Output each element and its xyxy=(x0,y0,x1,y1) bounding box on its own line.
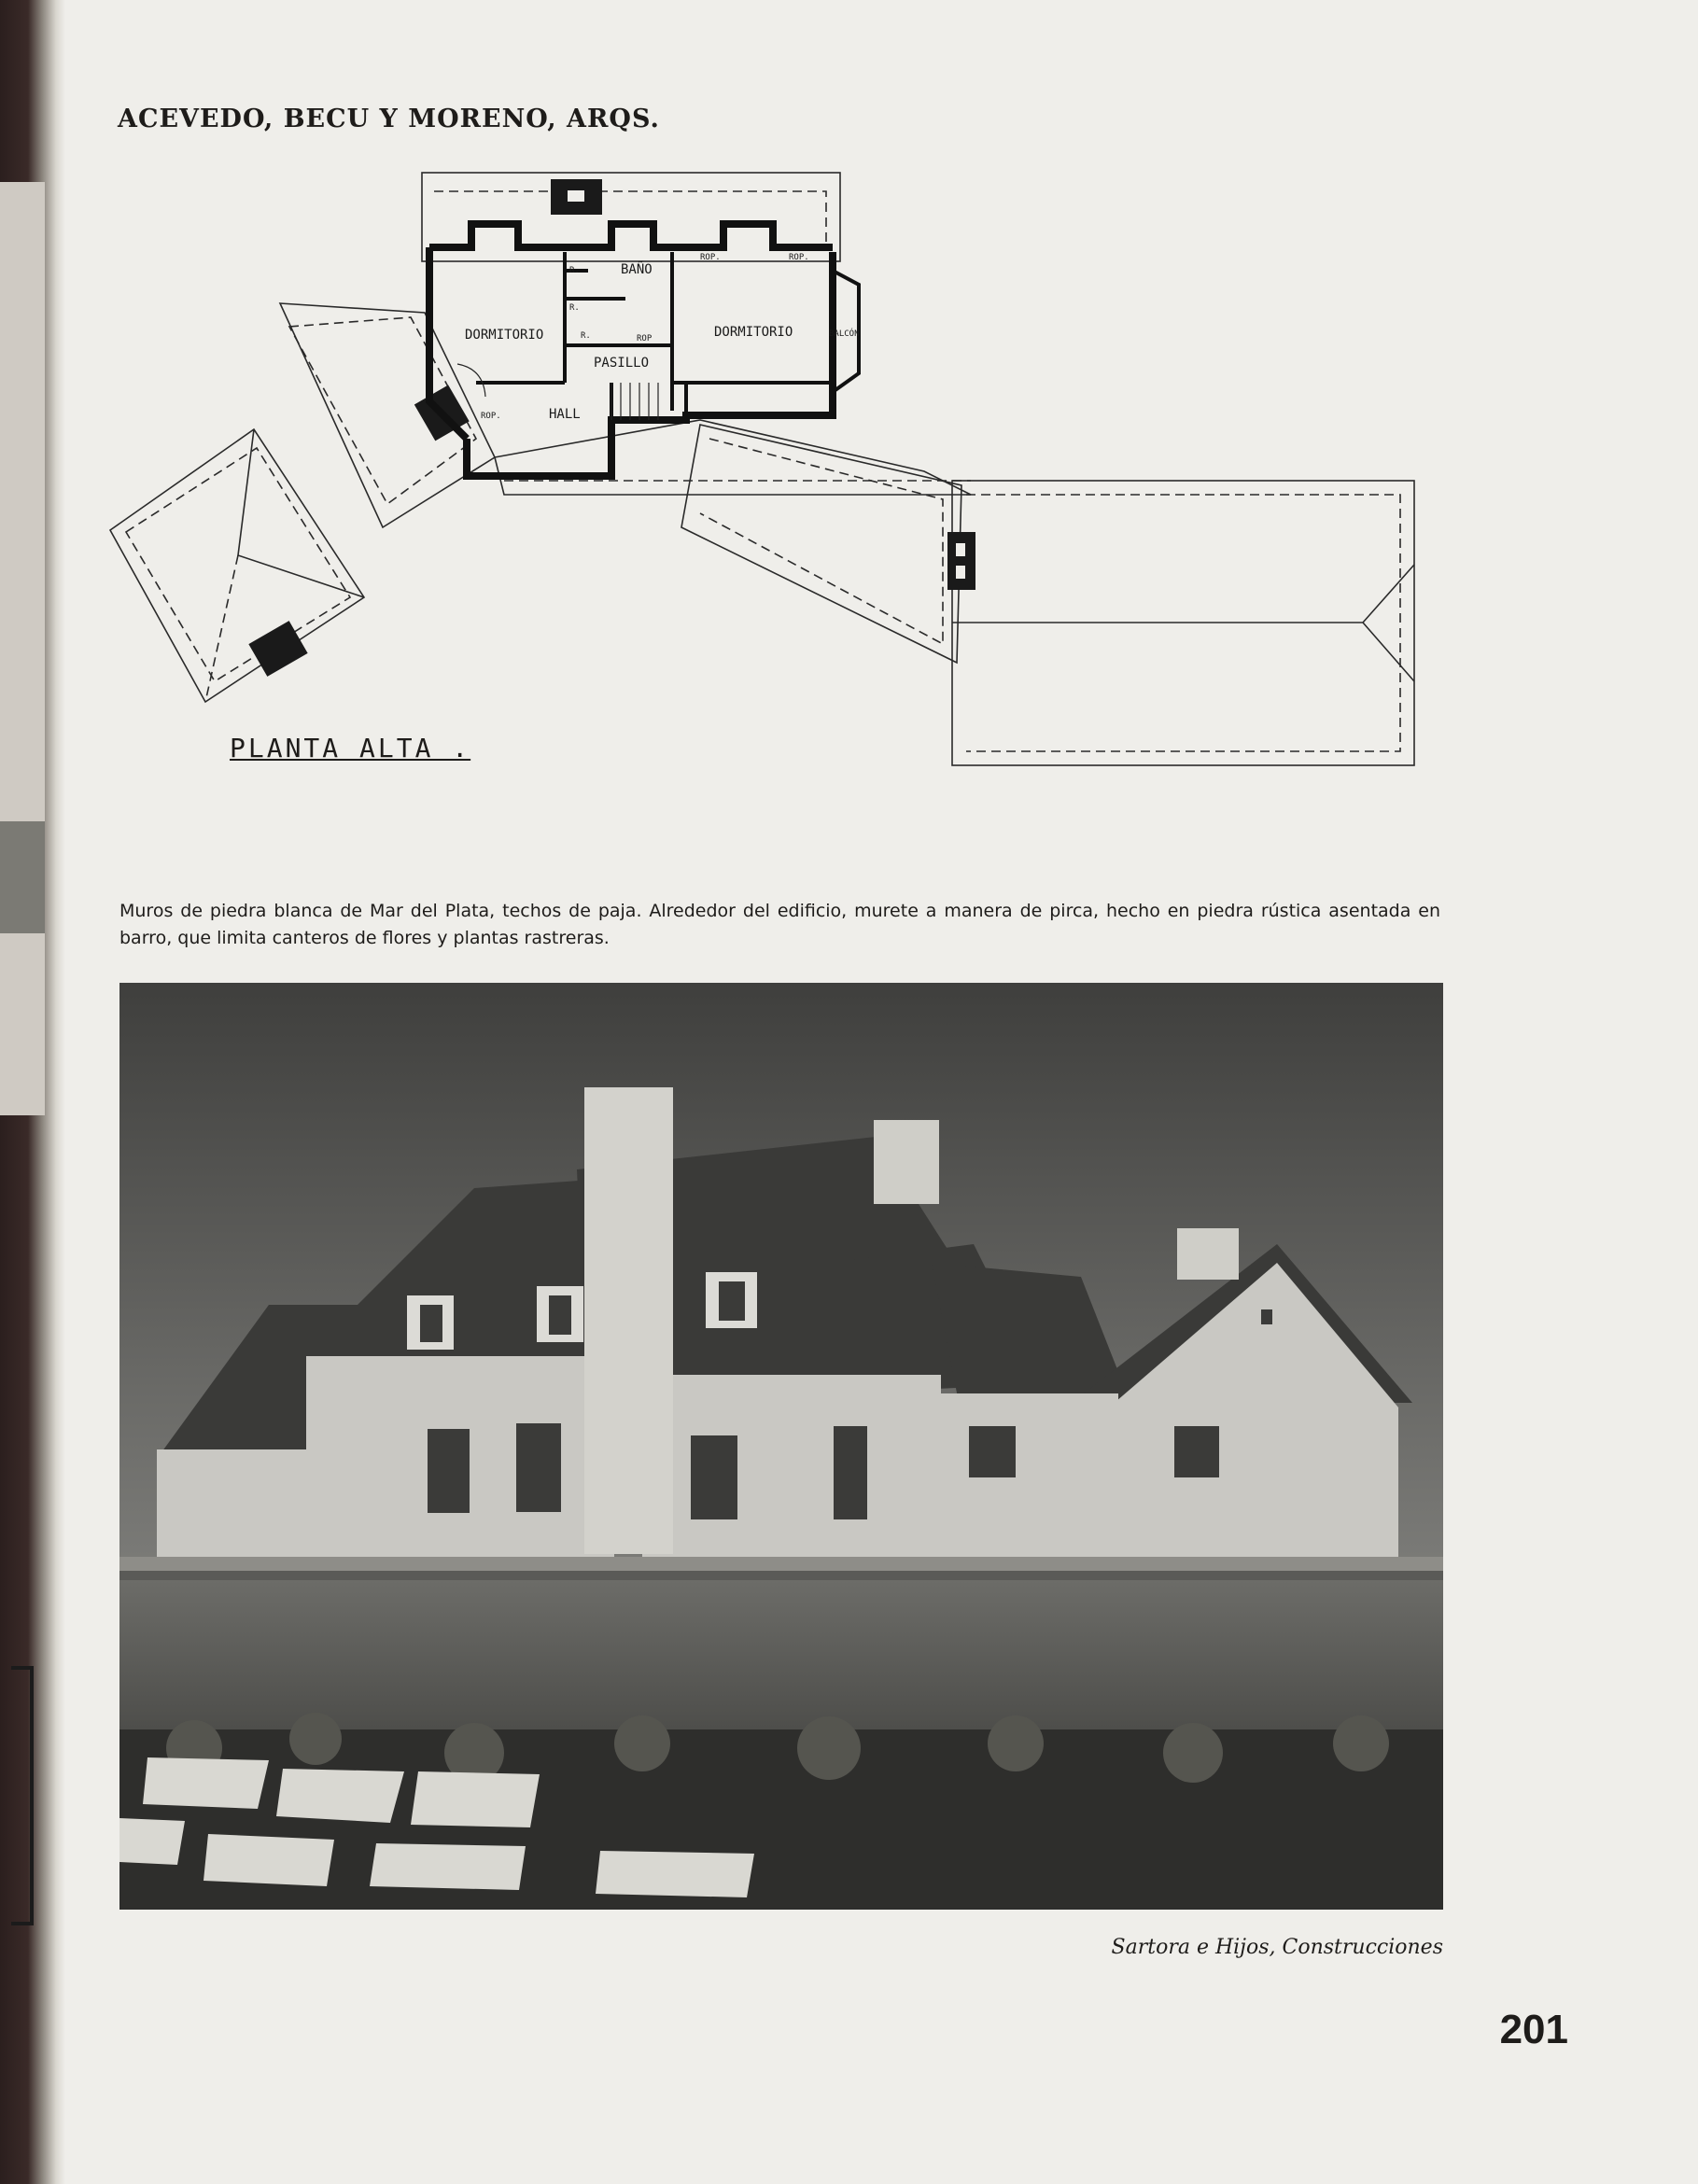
adjacent-page-frame xyxy=(11,1666,34,1925)
room-hall: HALL xyxy=(549,407,581,422)
floor-plan xyxy=(103,159,1428,775)
house-photograph xyxy=(119,983,1443,1910)
adjacent-page-strip xyxy=(0,182,45,1115)
adjacent-page-photo xyxy=(0,821,45,933)
room-dormitorio-right: DORMITORIO xyxy=(714,325,793,340)
room-rop-hall: ROP. xyxy=(481,412,501,421)
room-pasillo: PASILLO xyxy=(594,356,650,371)
room-rop-center: ROP xyxy=(637,334,653,343)
photo-caption: Muros de piedra blanca de Mar del Plata, techos de paja. Alrededor del edificio, murete a manera de pirca, hecho en piedra rústica asentada en barro, que limita canteros de flores y plantas rastreras. xyxy=(119,901,1440,948)
room-r-1: R. xyxy=(569,266,580,275)
room-r-2: R. xyxy=(569,303,580,313)
room-rop-right: ROP. xyxy=(789,253,809,262)
room-dormitorio-left: DORMITORIO xyxy=(465,328,544,343)
room-rop-top: ROP. xyxy=(700,253,721,262)
room-balcon: BALCÓN xyxy=(829,329,860,339)
construction-credit: Sartora e Hijos, Construcciones xyxy=(1111,1936,1443,1959)
page-number: 201 xyxy=(1499,2007,1568,2052)
room-r-3: R. xyxy=(581,331,591,341)
plan-title: PLANTA ALTA . xyxy=(230,733,471,763)
page-header: ACEVEDO, BECU Y MORENO, ARQS. xyxy=(118,105,660,133)
room-bano: BAÑO xyxy=(621,262,653,277)
